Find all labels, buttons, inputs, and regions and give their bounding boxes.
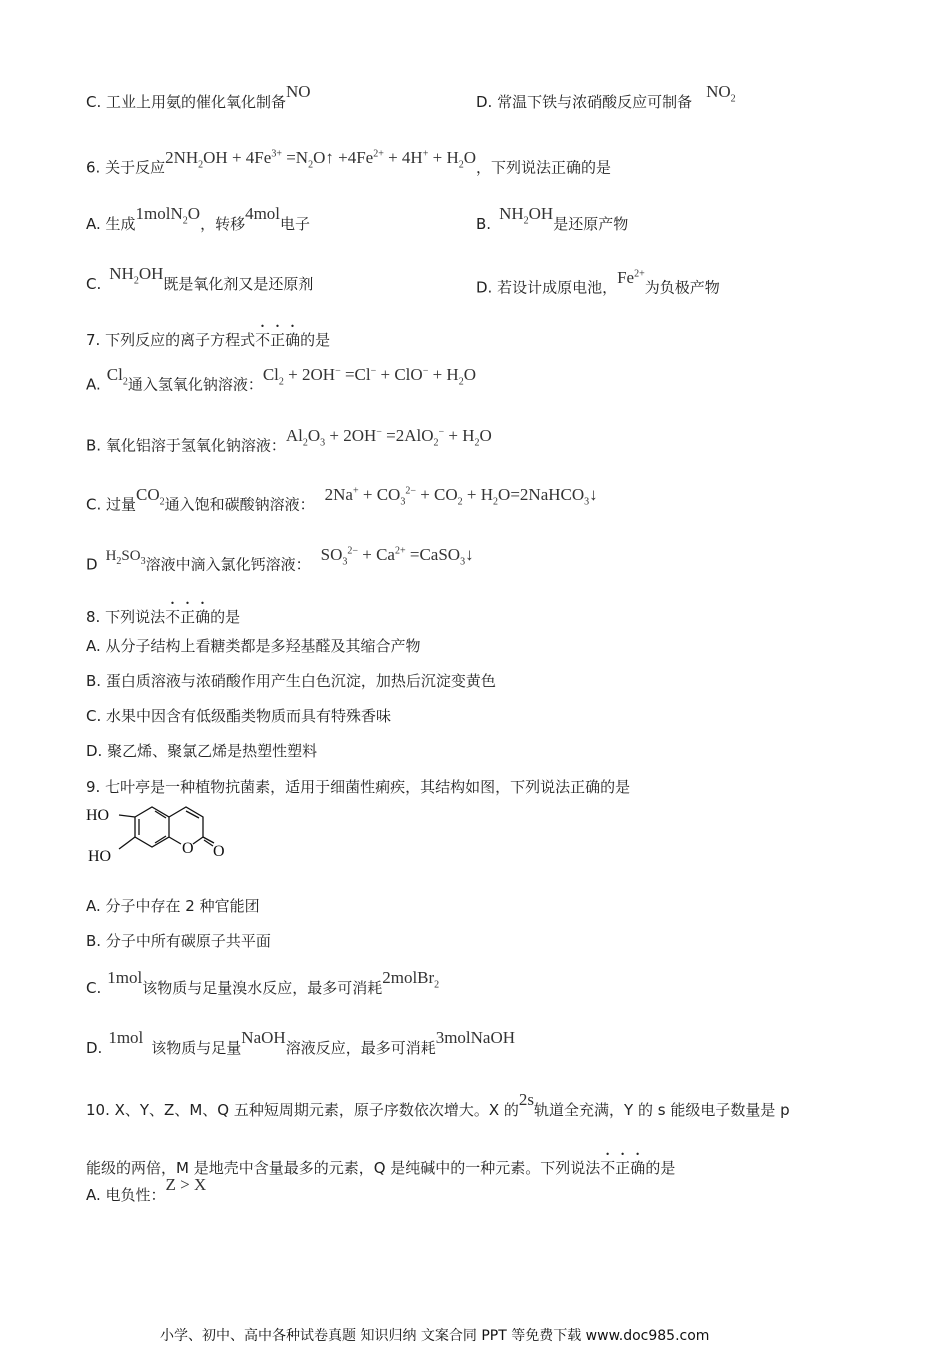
q10-option-a: A. 电负性：Z > X bbox=[86, 1175, 207, 1204]
emphasis: 不正确 bbox=[600, 1159, 646, 1177]
ring-oxygen-label: O bbox=[182, 840, 194, 857]
formula: $CO_2$ bbox=[136, 484, 165, 508]
reaction-equation: $2NH_2OH + 4Fe^{3+}$ $=N_2O↑ +4Fe^{2+} + 4H^+ + H_2O$ bbox=[165, 147, 477, 171]
q9-option-b: B. 分子中所有碳原子共平面 bbox=[86, 932, 271, 950]
q9-option-c: C.1mol该物质与足量溴水反应，最多可消耗2molBr$_2$ bbox=[86, 968, 440, 997]
q7-option-d: D $H_2SO_3$溶液中滴入氯化钙溶液：$SO_3^{2-} + Ca^{2+}$ =CaSO$_3$↓ bbox=[86, 544, 474, 574]
q6-option-b: $B.NH_2OH$是还原产物 bbox=[476, 204, 629, 233]
formula: $Cl_2$ bbox=[106, 364, 128, 388]
hydroxyl-label-2: HO bbox=[88, 848, 112, 865]
q7-stem: 7. 下列反应的离子方程式不正确的是 bbox=[86, 331, 331, 349]
equation: $SO_3^{2-} + Ca^{2+}$ =CaSO$_3$↓ bbox=[320, 544, 474, 568]
q10-stem-line1: 10. X、Y、Z、M、Q 五种短周期元素，原子序数依次增大。X 的2s轨道全充满，Y 的 s 能级电子数量是 p bbox=[86, 1090, 790, 1119]
emphasis: 不正确 bbox=[255, 331, 301, 349]
formula: Z > X bbox=[165, 1175, 207, 1194]
q6-option-d: D. 若设计成原电池，$Fe^{2+}$为负极产物 bbox=[476, 267, 720, 297]
page-footer: 小学、初中、高中各种试卷真题 知识归纳 文案合同 PPT 等免费下载 www.doc985.com bbox=[160, 1328, 710, 1344]
formula: NO bbox=[286, 82, 311, 101]
carbonyl-oxygen-label: O bbox=[213, 843, 225, 860]
q8-stem: 8. 下列说法不正确的是 bbox=[86, 608, 241, 626]
q7-option-b: B. 氧化铝溶于氢氧化钠溶液：$Al_2O_3 + 2OH^- =2AlO_2^- + H_2O$ bbox=[86, 425, 492, 455]
equation: $Al_2O_3 + 2OH^- =2AlO_2^- + H_2O$ bbox=[285, 425, 492, 449]
formula: 1molN$_2$O bbox=[135, 204, 201, 227]
q9-option-a: A. 分子中存在 2 种官能团 bbox=[86, 897, 260, 915]
formula: $NO_2$ bbox=[706, 82, 736, 105]
q8-option-b: B. 蛋白质溶液与浓硝酸作用产生白色沉淀，加热后沉淀变黄色 bbox=[86, 672, 496, 690]
formula: $H_2SO_3$ bbox=[105, 547, 146, 567]
formula: 1mol bbox=[108, 1028, 144, 1047]
formula: $Fe^{2+}$ bbox=[617, 267, 645, 287]
q8-option-c: C. 水果中因含有低级酯类物质而具有特殊香味 bbox=[86, 707, 392, 725]
q8-option-a: A. 从分子结构上看糖类都是多羟基醛及其缩合产物 bbox=[86, 637, 421, 655]
formula: 2molBr$_2$ bbox=[382, 968, 440, 991]
q6-option-a: A. 生成1molN$_2$O，转移4mol电子 bbox=[86, 204, 311, 233]
q9-stem: 9. 七叶亭是一种植物抗菌素，适用于细菌性痢疾，其结构如图，下列说法正确的是 bbox=[86, 778, 631, 796]
emphasis: 不正确 bbox=[165, 608, 211, 626]
q5-option-d: D. 常温下铁与浓硝酸反应可制备$NO_2$ bbox=[476, 82, 736, 111]
q8-option-d: D. 聚乙烯、聚氯乙烯是热塑性塑料 bbox=[86, 742, 318, 760]
formula: $NH_2OH$ bbox=[109, 264, 164, 287]
q5-option-c: C. 工业上用氨的催化氧化制备NO bbox=[86, 82, 311, 111]
equation: $2Na^+ + CO_3^{2-} + CO_2$ + $H_2O=2NaHCO_3↓$ bbox=[324, 484, 598, 508]
formula: 2s bbox=[518, 1090, 535, 1109]
hydroxyl-label-1: HO bbox=[86, 807, 110, 824]
q6-stem: 6. 关于反应$2NH_2OH + 4Fe^{3+}$ $=N_2O↑ +4Fe^{2+} + 4H^+ + H_2O$，下列说法正确的是 bbox=[86, 147, 612, 177]
formula: $NH_2OH$ bbox=[499, 204, 554, 227]
q6-option-c: $C.NH_2OH$既是氧化剂又是还原剂 bbox=[86, 264, 314, 293]
q9-option-d: D.1mol该物质与足量NaOH溶液反应，最多可消耗3molNaOH bbox=[86, 1028, 516, 1057]
formula: NaOH bbox=[241, 1028, 286, 1047]
q10-stem-line2: 能级的两倍，M 是地壳中含量最多的元素，Q 是纯碱中的一种元素。下列说法不正确的是 bbox=[86, 1159, 676, 1177]
formula: 1mol bbox=[107, 968, 143, 987]
q7-option-c: C. 过量$CO_2$通入饱和碳酸钠溶液：$2Na^+ + CO_3^{2-} + CO_2$ + $H_2O=2NaHCO_3↓$ bbox=[86, 484, 598, 514]
formula: 3molNaOH bbox=[435, 1028, 516, 1047]
q7-option-a: $A.Cl_2$通入氢氧化钠溶液：$Cl_2 + 2OH^- =Cl^- + ClO^- + H_2O$ bbox=[86, 364, 476, 394]
equation: $Cl_2 + 2OH^- =Cl^- + ClO^- + H_2O$ bbox=[262, 364, 476, 388]
formula: 4mol bbox=[245, 204, 281, 223]
esculetin-structure bbox=[86, 803, 236, 869]
